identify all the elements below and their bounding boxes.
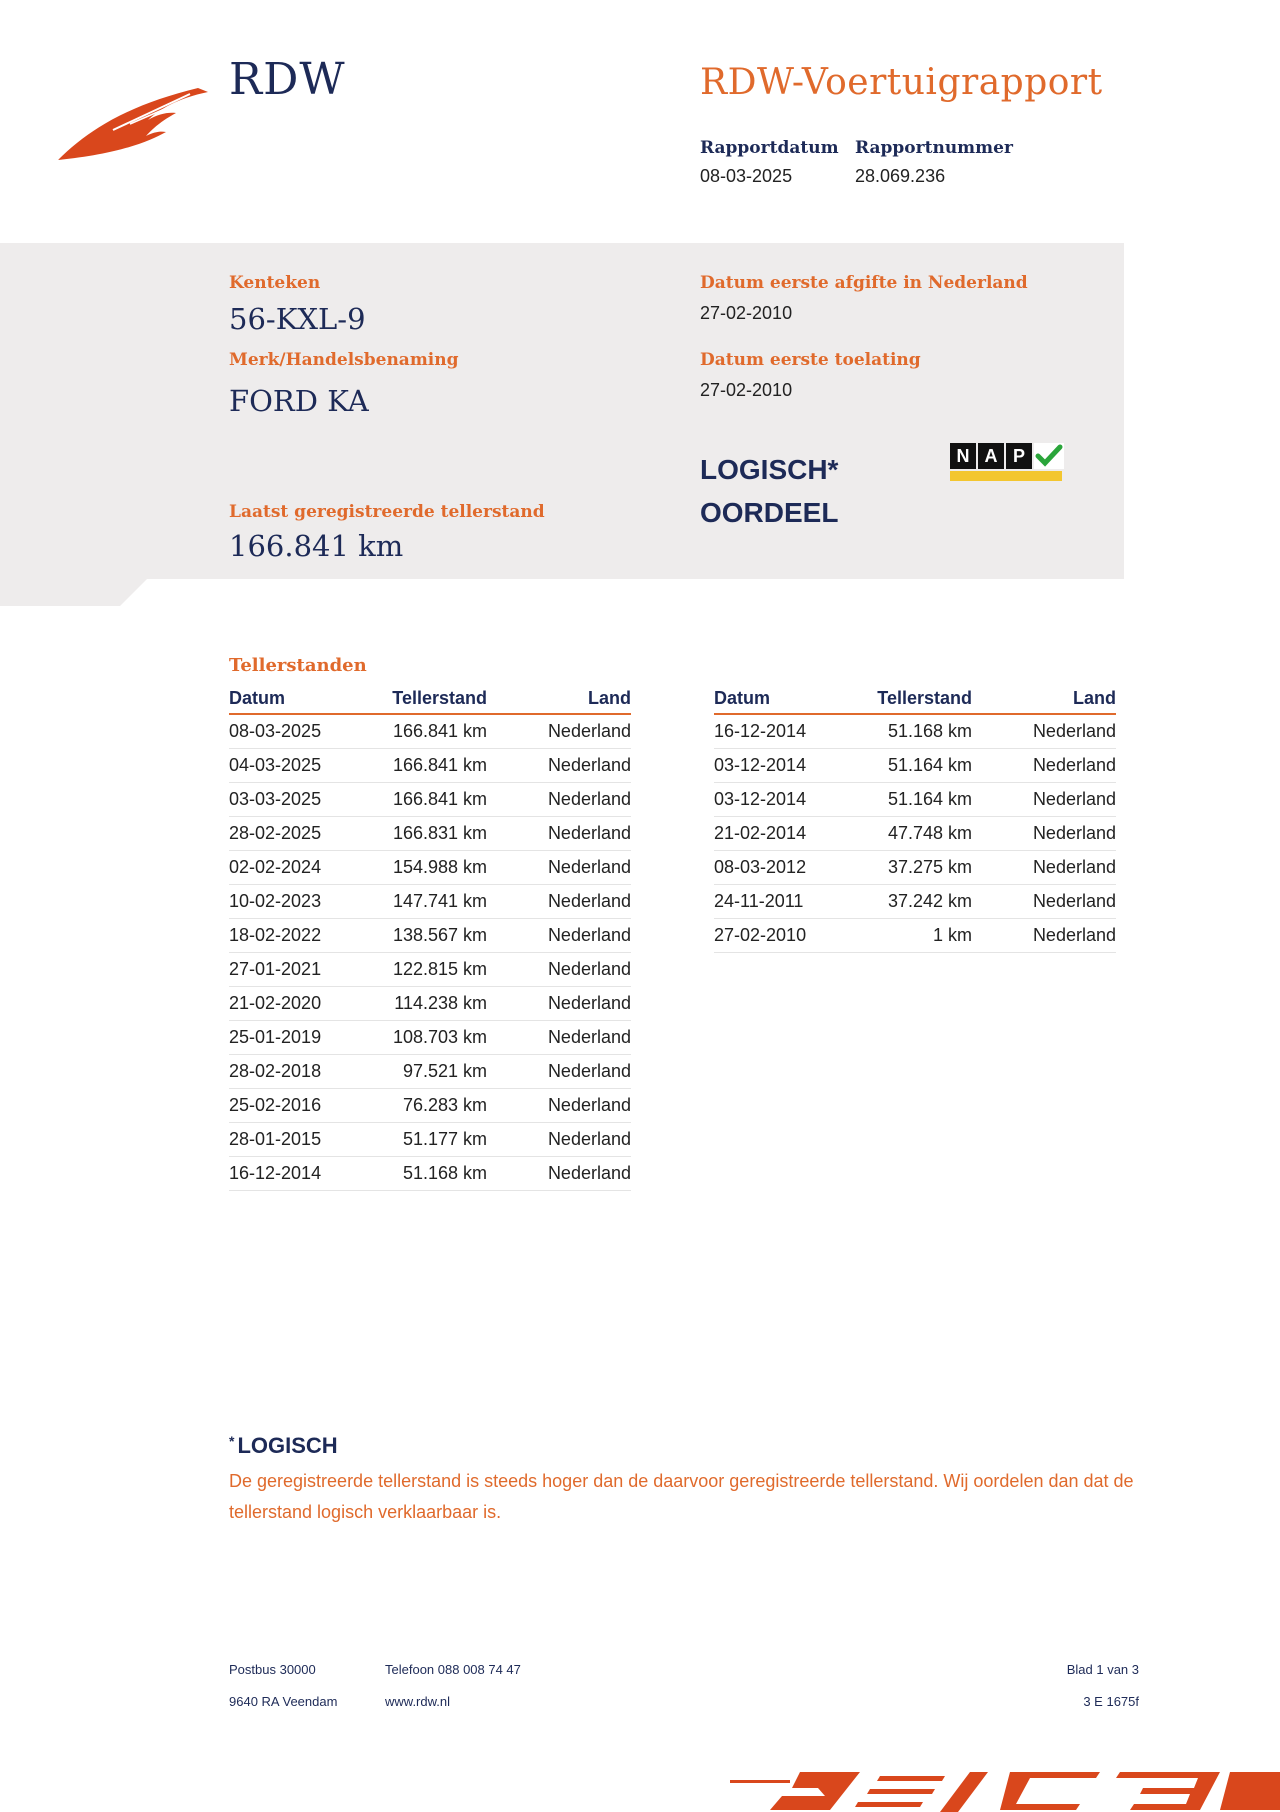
column-header-country: Land xyxy=(972,685,1116,714)
cell-date: 25-01-2019 xyxy=(229,1021,349,1055)
cell-odometer: 97.521 km xyxy=(349,1055,487,1089)
cell-date: 25-02-2016 xyxy=(229,1089,349,1123)
cell-odometer: 51.168 km xyxy=(834,714,972,749)
footer-phone: Telefoon 088 008 74 47 xyxy=(385,1662,521,1677)
cell-country: Nederland xyxy=(487,1021,631,1055)
footer-city: 9640 RA Veendam xyxy=(229,1694,338,1709)
cell-odometer: 147.741 km xyxy=(349,885,487,919)
table-row xyxy=(714,817,1116,851)
cell-country: Nederland xyxy=(487,953,631,987)
cell-date: 16-12-2014 xyxy=(229,1157,349,1191)
cell-date: 28-02-2018 xyxy=(229,1055,349,1089)
footer-document-code: 3 E 1675f xyxy=(1083,1694,1139,1709)
odometer-section-title: Tellerstanden xyxy=(229,655,367,676)
cell-odometer: 47.748 km xyxy=(834,817,972,851)
table-row xyxy=(714,851,1116,885)
table-row xyxy=(229,1021,631,1055)
rdw-logo-icon xyxy=(58,80,208,162)
table-row xyxy=(229,919,631,953)
cell-odometer: 166.841 km xyxy=(349,783,487,817)
verdict-line-2: OORDEEL xyxy=(700,497,839,528)
cell-odometer: 166.831 km xyxy=(349,817,487,851)
cell-date: 03-12-2014 xyxy=(714,749,834,783)
column-header-date: Datum xyxy=(229,685,349,714)
nap-badge xyxy=(950,443,1064,485)
table-row xyxy=(229,851,631,885)
cell-odometer: 154.988 km xyxy=(349,851,487,885)
last-odometer-label: Laatst geregistreerde tellerstand xyxy=(229,502,545,522)
column-header-date: Datum xyxy=(714,685,834,714)
first-nl-label: Datum eerste afgifte in Nederland xyxy=(700,273,1028,293)
cell-date: 21-02-2020 xyxy=(229,987,349,1021)
table-row xyxy=(229,817,631,851)
cell-country: Nederland xyxy=(972,783,1116,817)
table-row xyxy=(714,783,1116,817)
cell-date: 08-03-2025 xyxy=(229,714,349,749)
footnote-star: * xyxy=(229,1433,235,1449)
nap-yellow-bar xyxy=(950,471,1062,481)
footer-website[interactable]: www.rdw.nl xyxy=(385,1694,451,1709)
cell-odometer: 1 km xyxy=(834,919,972,953)
plate-label: Kenteken xyxy=(229,273,321,293)
report-date: 08-03-2025 xyxy=(700,166,793,186)
table-row xyxy=(714,885,1116,919)
table-header-row xyxy=(229,685,631,714)
table-row xyxy=(229,1089,631,1123)
cell-date: 24-11-2011 xyxy=(714,885,834,919)
cell-country: Nederland xyxy=(487,1123,631,1157)
verdict-line-1: LOGISCH* xyxy=(700,454,839,485)
table-row xyxy=(229,1157,631,1191)
rdw-stripes-decoration xyxy=(730,1762,1280,1812)
column-header-odometer: Tellerstand xyxy=(834,685,972,714)
first-admission-value: 27-02-2010 xyxy=(700,380,793,400)
report-number-label: Rapportnummer xyxy=(855,138,1013,158)
table-row xyxy=(229,749,631,783)
cell-country: Nederland xyxy=(487,885,631,919)
plate-value: 56-KXL-9 xyxy=(229,302,366,336)
cell-odometer: 166.841 km xyxy=(349,714,487,749)
cell-date: 16-12-2014 xyxy=(714,714,834,749)
cell-odometer: 138.567 km xyxy=(349,919,487,953)
make-value: FORD KA xyxy=(229,384,369,418)
cell-country: Nederland xyxy=(487,987,631,1021)
report-title: RDW-Voertuigrapport xyxy=(700,62,1103,103)
first-admission-label: Datum eerste toelating xyxy=(700,350,921,370)
cell-odometer: 51.168 km xyxy=(349,1157,487,1191)
cell-country: Nederland xyxy=(972,885,1116,919)
cell-date: 08-03-2012 xyxy=(714,851,834,885)
footnote-heading xyxy=(229,1433,338,1459)
first-nl-value: 27-02-2010 xyxy=(700,303,793,323)
cell-odometer: 122.815 km xyxy=(349,953,487,987)
nap-letter-p: P xyxy=(1006,443,1032,469)
cell-date: 28-01-2015 xyxy=(229,1123,349,1157)
report-number: 28.069.236 xyxy=(855,166,946,186)
cell-date: 04-03-2025 xyxy=(229,749,349,783)
footnote-text: De geregistreerde tellerstand is steeds hoger dan de daarvoor geregistreerde tellerstand. Wij oordelen dan dat de tellerstand logisch verklaarbaar is. xyxy=(229,1471,1134,1522)
cell-date: 02-02-2024 xyxy=(229,851,349,885)
cell-odometer: 51.177 km xyxy=(349,1123,487,1157)
table-header-row xyxy=(714,685,1116,714)
odometer-table-right xyxy=(714,685,1116,953)
cell-odometer: 114.238 km xyxy=(349,987,487,1021)
checkmark-icon xyxy=(1034,443,1064,469)
cell-country: Nederland xyxy=(487,749,631,783)
make-label: Merk/Handelsbenaming xyxy=(229,350,459,370)
report-date-label: Rapportdatum xyxy=(700,138,839,158)
footer-page-number: Blad 1 van 3 xyxy=(1066,1662,1139,1677)
table-row xyxy=(229,953,631,987)
cell-date: 03-03-2025 xyxy=(229,783,349,817)
cell-country: Nederland xyxy=(487,1157,631,1191)
cell-odometer: 37.242 km xyxy=(834,885,972,919)
table-row xyxy=(229,783,631,817)
odometer-table-left xyxy=(229,685,631,1191)
nap-letter-a: A xyxy=(978,443,1004,469)
cell-odometer: 108.703 km xyxy=(349,1021,487,1055)
cell-country: Nederland xyxy=(487,919,631,953)
table-row xyxy=(714,749,1116,783)
table-row xyxy=(229,885,631,919)
table-row xyxy=(229,714,631,749)
panel-notch xyxy=(0,578,148,606)
verdict xyxy=(700,448,838,534)
cell-date: 27-02-2010 xyxy=(714,919,834,953)
cell-odometer: 37.275 km xyxy=(834,851,972,885)
cell-date: 10-02-2023 xyxy=(229,885,349,919)
cell-date: 28-02-2025 xyxy=(229,817,349,851)
cell-country: Nederland xyxy=(487,1089,631,1123)
cell-country: Nederland xyxy=(972,919,1116,953)
footer-postbus: Postbus 30000 xyxy=(229,1662,316,1677)
cell-country: Nederland xyxy=(972,749,1116,783)
cell-country: Nederland xyxy=(487,714,631,749)
vehicle-summary-panel xyxy=(0,243,1124,579)
column-header-odometer: Tellerstand xyxy=(349,685,487,714)
table-row xyxy=(714,919,1116,953)
footnote-heading-text: LOGISCH xyxy=(237,1433,338,1458)
cell-date: 18-02-2022 xyxy=(229,919,349,953)
cell-odometer: 166.841 km xyxy=(349,749,487,783)
cell-date: 03-12-2014 xyxy=(714,783,834,817)
cell-date: 27-01-2021 xyxy=(229,953,349,987)
column-header-country: Land xyxy=(487,685,631,714)
cell-country: Nederland xyxy=(487,851,631,885)
cell-country: Nederland xyxy=(487,817,631,851)
cell-country: Nederland xyxy=(972,851,1116,885)
last-odometer-value: 166.841 km xyxy=(229,529,404,563)
cell-odometer: 76.283 km xyxy=(349,1089,487,1123)
cell-country: Nederland xyxy=(487,1055,631,1089)
cell-country: Nederland xyxy=(487,783,631,817)
brand-name: RDW xyxy=(229,54,346,105)
cell-odometer: 51.164 km xyxy=(834,749,972,783)
table-row xyxy=(714,714,1116,749)
cell-country: Nederland xyxy=(972,714,1116,749)
cell-country: Nederland xyxy=(972,817,1116,851)
cell-date: 21-02-2014 xyxy=(714,817,834,851)
nap-letter-n: N xyxy=(950,443,976,469)
cell-odometer: 51.164 km xyxy=(834,783,972,817)
table-row xyxy=(229,1055,631,1089)
table-row xyxy=(229,1123,631,1157)
table-row xyxy=(229,987,631,1021)
